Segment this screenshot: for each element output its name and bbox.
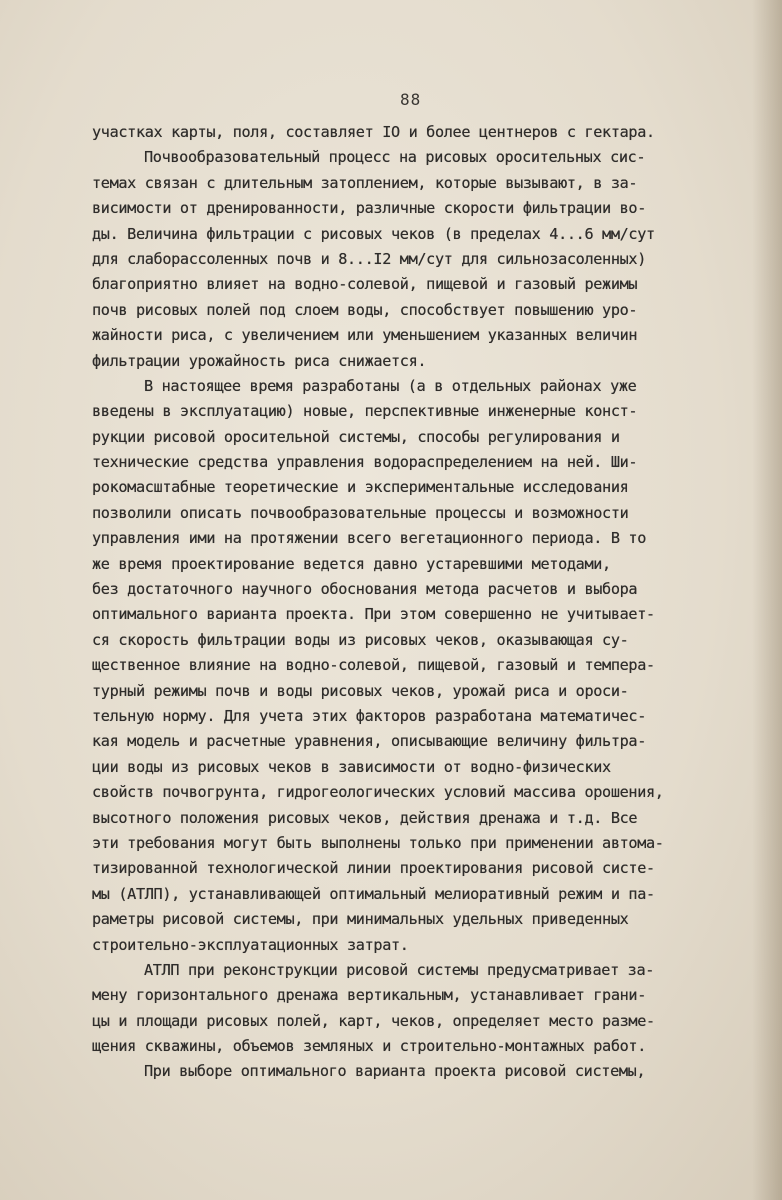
text-line: кая модель и расчетные уравнения, описывающие величину фильтра- [92, 732, 647, 751]
text-line: щественное влияние на водно-солевой, пищевой, газовый и темпера- [92, 656, 655, 675]
text-line: жайности риса, с увеличением или уменьшением указанных величин [92, 326, 638, 345]
body-text [92, 120, 752, 1085]
text-line: благоприятно влияет на водно-солевой, пищевой и газовый режимы [92, 275, 638, 294]
text-line: позволили описать почвообразовательные процессы и возможности [92, 503, 629, 522]
text-line: ся скорость фильтрации воды из рисовых чеков, оказывающая су- [92, 630, 629, 649]
text-line: тизированной технологической линии проектирования рисовой систе- [92, 859, 655, 878]
text-line: же время проектирование ведется давно устаревшими методами, [92, 554, 611, 573]
text-line: мы (АТЛП), устанавливающей оптимальный мелиоративный режим и па- [92, 884, 655, 903]
text-line: технические средства управления водораспределением на ней. Ши- [92, 453, 638, 472]
text-line: фильтрации урожайность риса снижается. [92, 351, 427, 370]
page-number: 88 [400, 90, 422, 109]
text-line: для слаборассоленных почв и 8...I2 мм/сут для сильнозасоленных) [92, 249, 647, 268]
text-line: АТЛП при реконструкции рисовой системы предусматривает за- [144, 960, 655, 979]
text-line: При выборе оптимального варианта проекта рисовой системы, [144, 1062, 646, 1081]
page-edge-shadow [752, 0, 782, 1200]
text-line: висимости от дренированности, различные скорости фильтрации во- [92, 199, 647, 218]
text-line: рокомасштабные теоретические и экспериментальные исследования [92, 478, 629, 497]
text-line: строительно-эксплуатационных затрат. [92, 935, 409, 954]
text-line: введены в эксплуатацию) новые, перспективные инженерные конст- [92, 402, 638, 421]
text-line: управления ими на протяжении всего вегетационного периода. В то [92, 529, 647, 548]
text-line: рукции рисовой оросительной системы, способы регулирования и [92, 427, 620, 446]
text-line: ции воды из рисовых чеков в зависимости от водно-физических [92, 757, 611, 776]
text-line: мену горизонтального дренажа вертикальным, устанавливает грани- [92, 986, 647, 1005]
text-line: высотного положения рисовых чеков, действия дренажа и т.д. Все [92, 808, 638, 827]
text-line: оптимального варианта проекта. При этом совершенно не учитывает- [92, 605, 655, 624]
text-line: свойств почвогрунта, гидрогеологических условий массива орошения, [92, 783, 664, 802]
text-line: щения скважины, объемов земляных и строительно-монтажных работ. [92, 1037, 647, 1056]
text-line: цы и площади рисовых полей, карт, чеков, определяет место разме- [92, 1011, 655, 1030]
text-line: участках карты, поля, составляет IO и более центнеров с гектара. [92, 123, 655, 141]
text-line: темах связан с длительным затоплением, которые вызывают, в за- [92, 173, 638, 192]
text-line: ды. Величина фильтрации с рисовых чеков (в пределах 4...6 мм/сут [92, 224, 655, 243]
text-line: раметры рисовой системы, при минимальных удельных приведенных [92, 910, 629, 929]
text-line: Почвообразовательный процесс на рисовых оросительных сис- [144, 148, 646, 167]
text-line: тельную норму. Для учета этих факторов разработана математичес- [92, 706, 647, 725]
text-line: В настоящее время разработаны (а в отдельных районах уже [144, 376, 637, 395]
text-line: без достаточного научного обоснования метода расчетов и выбора [92, 580, 638, 599]
text-line: эти требования могут быть выполнены только при применении автома- [92, 833, 664, 852]
text-line: почв рисовых полей под слоем воды, способствует повышению уро- [92, 300, 638, 319]
text-line: турный режимы почв и воды рисовых чеков, урожай риса и ороси- [92, 681, 629, 700]
